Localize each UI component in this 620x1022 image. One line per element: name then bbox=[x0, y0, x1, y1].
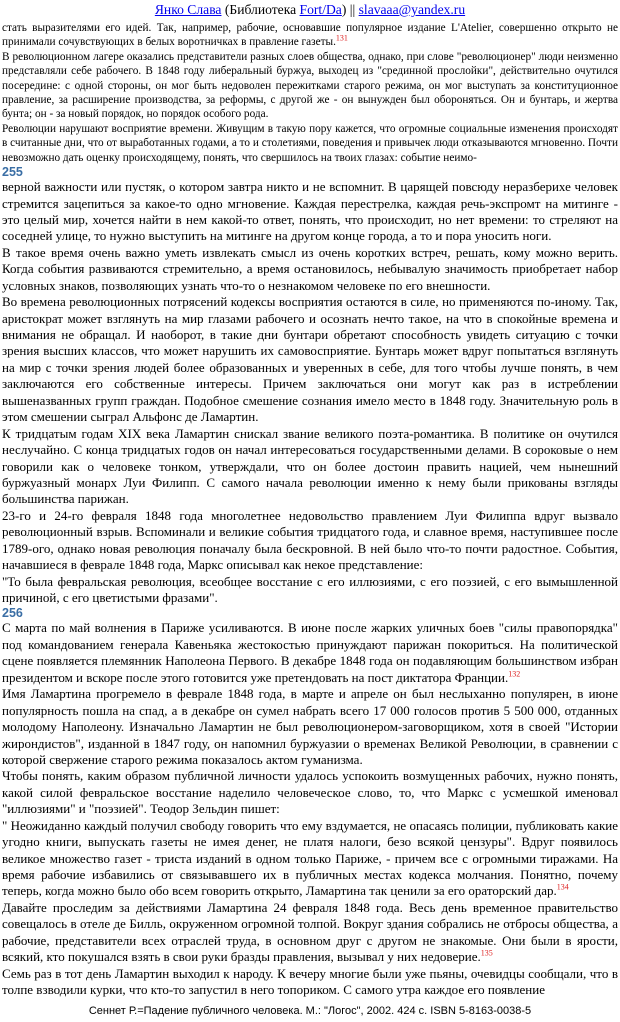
paragraph-text: Имя Ламартина прогремело в феврале 1848 года, в марте и апреле он был неслыханно популярен, в июне популярность пошла на спад, а в декабре он сумел набрать всего 17 000 голосов против 5 500 000, отданных молодому Наполеону. Изначально Ламартин не был революционером-заговорщиком, хотя в своей "Истории жирондистов", изданной в 1847 году, он напомнил буржуазии о временах Великой Революции, в сравнении с которой свержение старого режима показалось актом гуманизма. bbox=[2, 686, 618, 767]
paragraph bbox=[2, 508, 618, 574]
paragraph-text: С марта по май волнения в Париже усиливаются. В июне после жарких уличных боев "силы правопорядка" под командованием генерала Кавеньяка жестокостью принуждают парижан покориться. На политической сцене появляется племянник Наполеона Первого. В декабре 1848 года он подавляющим большинством избран президентом и вскоре после этого готовится уже претендовать на пост диктатора Франции. bbox=[2, 620, 618, 685]
paragraph bbox=[2, 574, 618, 607]
page-number-marker: 255 bbox=[2, 165, 23, 180]
header-library-prefix: (Библиотека bbox=[221, 2, 300, 17]
paragraph-text: стать выразителями его идей. Так, например, рабочие, основавшие популярное издание L'Atelier, совершенно открыто не принимали сочувствующих в белых воротничках в правление газеты. bbox=[2, 22, 618, 49]
paragraph bbox=[2, 620, 618, 686]
paragraph-text: " Неожиданно каждый получил свободу говорить что ему вздумается, не опасаясь полиции, публиковать какие угодно книги, выпускать газеты не имея денег, не платя налоги, безо всякой цензуры". Вдруг появилось великое множество газет - триста изданий в одном только Париже, - причем все с огромными тиражами. На время рабочие избавились от связывавшего их в публичных местах кодекса молчания. Понятно, почему теперь, когда можно было обо всем говорить открыто, Ламартина так ценили за его ораторский дар. bbox=[2, 817, 618, 899]
paragraph bbox=[2, 426, 618, 508]
paragraph bbox=[2, 122, 618, 165]
page-header bbox=[0, 2, 620, 18]
paragraph bbox=[2, 818, 618, 900]
paragraph-text: В революционном лагере оказались представители разных слоев общества, однако, при слове "революционер" люди неизменно представляли себе рабочего. В 1848 году либеральный буржуа, выходец из "срединной прослойки", действительно очутился посередине: с одной стороны, он мог быть недоволен пережитками старого режима, он мог выступать за конституционное правление, за расширение производства, за реформы, с другой же - он вынужден был обороняться. Он и бунтарь, и жертва бунта; он - за новый порядок, но порядок особого рода. bbox=[2, 50, 618, 121]
footnote-ref[interactable]: 134 bbox=[556, 883, 569, 893]
paragraph bbox=[2, 900, 618, 966]
email-link[interactable]: slavaaa@yandex.ru bbox=[358, 2, 466, 17]
library-link[interactable]: Fort/Da bbox=[299, 2, 342, 17]
paragraph-text: Революции нарушают восприятие времени. Живущим в такую пору кажется, что огромные социальные изменения происходят в считанные дни, что от выработанных годами, а то и столетиями, поведения и привычек люди отказываются мгновенно. Почти невозможно дать оценку происходящему, понять, что свершилось на твоих глазах: событие неимо- bbox=[2, 122, 618, 164]
paragraph-text: "То была февральская революция, всеобщее восстание с его иллюзиями, с его поэзией, с его вымышленной причиной, с его цветистыми фразами". bbox=[2, 573, 618, 605]
header-separator: ) || bbox=[341, 2, 359, 17]
footnote-ref[interactable]: 131 bbox=[335, 33, 348, 43]
paragraph bbox=[2, 966, 618, 999]
author-link[interactable]: Янко Слава bbox=[154, 2, 222, 17]
paragraph-text: Давайте проследим за действиями Ламартина 24 февраля 1848 года. Весь день временное правительство совещалось в отеле де Билль, окруженном огромной толпой. Вокруг здания собрались не отбросы общества, а рабочие, представители всех отраслей труда, в основном друг с другом не знакомые. Они были в ярости, всякий, кто покушался взять в свои руки бразды правления, вызывал у них недоверие. bbox=[2, 899, 618, 965]
paragraph bbox=[2, 179, 618, 245]
paragraph-text: верной важности или пустяк, о котором завтра никто и не вспомнит. В царящей повсюду неразберихе человек стремится зацепиться за какое-то одно мгновение. Каждая перестрелка, каждая речь-экспромт на митинге - это целый мир, хочется найти в нем какой-то ответ, понять, что происходит, но нет времени: то стреляют на соседней улице, то нужно выступить на митинге на другом конце города, а то и пора уносить ноги. bbox=[2, 179, 618, 244]
paragraph bbox=[2, 245, 618, 294]
document-body bbox=[2, 21, 618, 999]
page-number-marker: 256 bbox=[2, 606, 23, 621]
paragraph-text: К тридцатым годам XIX века Ламартин снискал звание великого поэта-романтика. В политике он очутился неслучайно. С конца тридцатых годов он начал интересоваться государственными делами. В сороковые о нем говорили как о человеке тонком, утверждали, что он более достоин править нацией, чем нынешний буржуазный монарх Луи Филипп. С самого начала революции именно к нему были прикованы взгляды большинства парижан. bbox=[2, 425, 618, 507]
paragraph bbox=[2, 768, 618, 817]
paragraph bbox=[2, 686, 618, 768]
footnote-ref[interactable]: 132 bbox=[508, 669, 521, 679]
paragraph bbox=[2, 50, 618, 122]
paragraph bbox=[2, 294, 618, 426]
paragraph-text: 23-го и 24-го февраля 1848 года многолетнее недовольство правлением Луи Филиппа вдруг вызвало революционный взрыв. Вспоминали и великие события тридцатого года, и славное время, наступившее после 1789-ого, однако новая революция поначалу была бескровной. В ней было что-то почти радостное. События, начавшиеся в феврале 1848 года, Маркс описывал как некое представление: bbox=[2, 507, 618, 573]
paragraph bbox=[2, 21, 618, 50]
paragraph-text: В такое время очень важно уметь извлекать смысл из очень коротких встреч, решать, кому можно верить. Когда события развиваются стремительно, а время остановилось, небывалую значимость приобретает набор условных знаков, позволяющих узнать что-то о незнакомом человеке по его внешности. bbox=[2, 244, 618, 293]
paragraph-text: Во времена революционных потрясений кодексы восприятия остаются в силе, но применяются по-иному. Так, аристократ может взглянуть на мир глазами рабочего и осознать нечто такое, на что в спокойные времена и внимания не обращал. И наоборот, в такие дни бунтари обретают способность увидеть ситуацию с точки зрения высших классов, что может нарушить их самовосприятие. Бунтарь может вдруг попытаться взглянуть на мир с точки зрения людей более образованных и уверенных в себе, для того чтобы лучше понять, в чем заключаются его собственные интересы. Причем заключаться они могут как раз в истреблении вышеназванных групп граждан. Подобное смешение сознания имело место в 1848 году. Значительную роль в этом смешении сыграл Альфонс де Ламартин. bbox=[2, 294, 618, 425]
paragraph-text: Чтобы понять, каким образом публичной личности удалось успокоить возмущенных рабочих, нужно понять, какой силой февральское восстание наделило человеческое слово, то, что Маркс с усмешкой именовал "иллюзиями" и "поэзией". Теодор Зельдин пишет: bbox=[2, 768, 618, 817]
paragraph-text: Семь раз в тот день Ламартин выходил к народу. К вечеру многие были уже пьяны, очевидцы сообщали, что в толпе взводили курки, что кто-то запустил в него топориком. С самого утра каждое его появление bbox=[2, 965, 618, 998]
footnote-ref[interactable]: 135 bbox=[480, 948, 493, 958]
page-footer: Сеннет Р.=Падение публичного человека. М.: "Логос", 2002. 424 с. ISBN 5-8163-0038-5 bbox=[88, 1005, 532, 1017]
